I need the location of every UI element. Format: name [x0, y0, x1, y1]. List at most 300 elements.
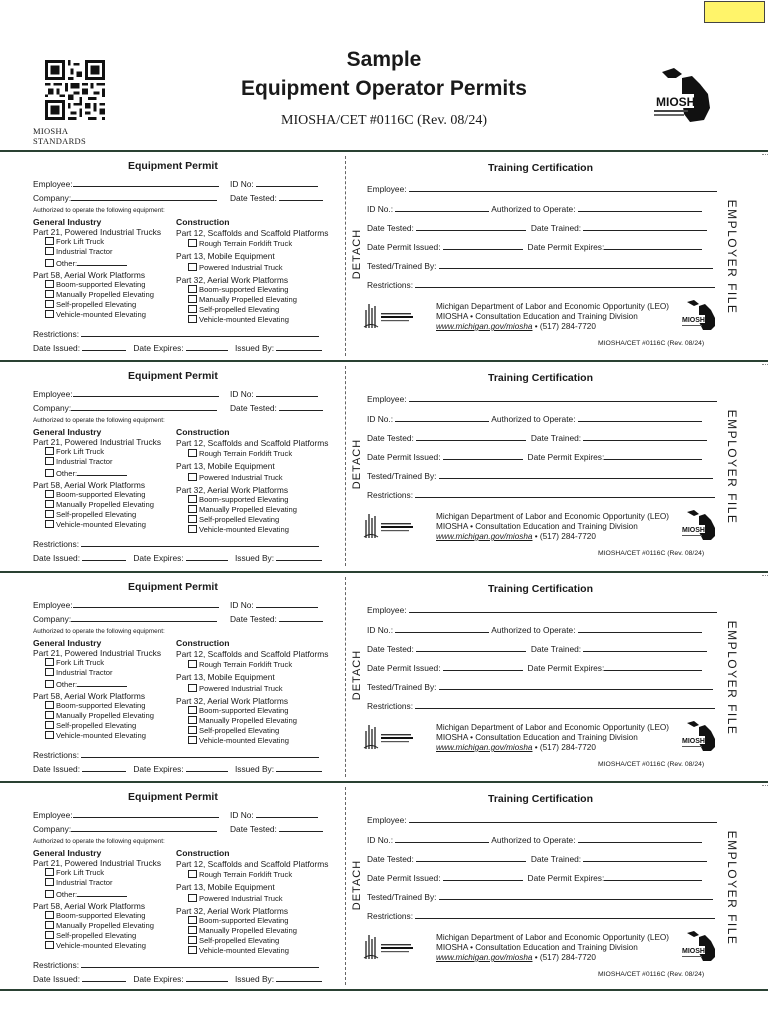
checkbox-row: Manually Propelled Elevating: [45, 500, 154, 509]
miosha-website-link[interactable]: www.michigan.gov/miosha: [436, 322, 533, 331]
checkbox[interactable]: [45, 510, 54, 518]
employee-label: Employee:: [367, 815, 407, 825]
checkbox[interactable]: [45, 878, 54, 886]
company-label: Company:: [33, 403, 72, 413]
miosha-website-link[interactable]: www.michigan.gov/miosha: [436, 743, 533, 752]
date-tested-label: Date Tested:: [230, 403, 277, 413]
id-label: ID No.:: [367, 835, 394, 845]
restrictions-field[interactable]: [81, 959, 319, 968]
checkbox-row: Powered Industrial Truck: [188, 894, 283, 903]
permit-card-4: [0, 781, 768, 991]
issued-by-field[interactable]: [276, 552, 322, 561]
checkbox-row: Boom-supported Elevating: [45, 490, 146, 499]
date-trained-label: Date Trained:: [530, 223, 582, 233]
employee-field[interactable]: [409, 393, 717, 402]
phone-number: • (517) 284-7720: [534, 322, 596, 331]
id-field[interactable]: [395, 834, 489, 843]
detach-label: DETACH: [351, 438, 363, 490]
restrictions-label: Restrictions:: [367, 701, 414, 711]
date-expires-field[interactable]: [186, 552, 228, 561]
date-tested-label: Date Tested:: [367, 223, 414, 233]
company-field[interactable]: [71, 613, 217, 622]
employer-file-label: EMPLOYER FILE: [725, 830, 739, 946]
date-issued-field[interactable]: [443, 872, 523, 881]
restrictions-label: Restrictions:: [367, 911, 414, 921]
date-issued-field[interactable]: [82, 973, 126, 982]
employer-file-label: EMPLOYER FILE: [725, 199, 739, 315]
part13-heading: Part 13, Mobile Equipment: [176, 251, 275, 261]
authorized-field[interactable]: [578, 624, 702, 633]
date-issued-label: Date Permit Issued:: [367, 873, 441, 883]
detach-line: [345, 366, 346, 566]
date-issued-label: Date Issued:: [33, 553, 81, 563]
equipment-permit-heading: Equipment Permit: [128, 160, 218, 172]
checkbox-row: Rough Terrain Forklift Truck: [188, 449, 292, 458]
miosha-website-link[interactable]: www.michigan.gov/miosha: [436, 953, 533, 962]
part12-heading: Part 12, Scaffolds and Scaffold Platforms: [176, 438, 329, 448]
issued-by-field[interactable]: [276, 763, 322, 772]
general-industry-heading: General Industry: [33, 217, 102, 227]
checkbox-row: Vehicle-mounted Elevating: [45, 310, 146, 319]
authorized-field[interactable]: [578, 413, 702, 422]
checkbox-row: Vehicle-mounted Elevating: [188, 315, 289, 324]
employee-field[interactable]: [73, 388, 219, 397]
date-expires-field[interactable]: [186, 973, 228, 982]
part13-heading: Part 13, Mobile Equipment: [176, 882, 275, 892]
detach-line: [345, 577, 346, 777]
leo-logo-icon: [363, 510, 427, 540]
restrictions-label: Restrictions:: [33, 750, 80, 760]
date-trained-field[interactable]: [583, 643, 707, 652]
checkbox[interactable]: [45, 701, 54, 709]
checkbox[interactable]: [188, 525, 197, 533]
checkbox[interactable]: [188, 716, 197, 724]
company-field[interactable]: [71, 192, 217, 201]
other-field[interactable]: [77, 467, 127, 476]
date-issued-label: Date Issued:: [33, 343, 81, 353]
equipment-permit-heading: Equipment Permit: [128, 581, 218, 593]
construction-heading: Construction: [176, 638, 230, 648]
id-field[interactable]: [256, 178, 318, 187]
authorized-label: Authorized to Operate:: [491, 414, 576, 424]
permit-card-2: [0, 360, 768, 570]
restrictions-field[interactable]: [415, 700, 715, 709]
issued-by-field[interactable]: [276, 342, 322, 351]
checkbox-row: Self-propelled Elevating: [188, 515, 279, 524]
checkbox[interactable]: [45, 680, 54, 688]
date-tested-field[interactable]: [416, 853, 526, 862]
checkbox[interactable]: [188, 515, 197, 523]
restrictions-label: Restrictions:: [367, 490, 414, 500]
svg-text:MIOSHA: MIOSHA: [656, 95, 704, 109]
checkbox-row: Self-propelled Elevating: [188, 936, 279, 945]
issued-by-label: Issued By:: [234, 764, 275, 774]
tested-by-label: Tested/Trained By:: [367, 261, 437, 271]
checkbox[interactable]: [188, 926, 197, 934]
checkbox[interactable]: [45, 931, 54, 939]
checkbox[interactable]: [188, 660, 197, 668]
id-label: ID No.:: [367, 414, 394, 424]
checkbox[interactable]: [45, 447, 54, 455]
date-tested-field[interactable]: [279, 402, 323, 411]
id-field[interactable]: [395, 203, 489, 212]
checkbox[interactable]: [188, 894, 197, 902]
checkbox[interactable]: [45, 658, 54, 666]
checkbox[interactable]: [188, 495, 197, 503]
date-expires-field[interactable]: [604, 872, 702, 881]
training-certification: [367, 573, 723, 783]
restrictions-field[interactable]: [81, 328, 319, 337]
part32-heading: Part 32, Aerial Work Platforms: [176, 275, 289, 285]
part58-heading: Part 58, Aerial Work Platforms: [33, 270, 146, 280]
checkbox[interactable]: [45, 490, 54, 498]
equipment-permit: [33, 783, 333, 993]
date-tested-label: Date Tested:: [367, 854, 414, 864]
restrictions-field[interactable]: [415, 910, 715, 919]
date-tested-field[interactable]: [416, 222, 526, 231]
checkbox-row: Boom-supported Elevating: [188, 916, 289, 925]
date-trained-label: Date Trained:: [530, 854, 582, 864]
part12-heading: Part 12, Scaffolds and Scaffold Platforms: [176, 649, 329, 659]
checkbox[interactable]: [188, 263, 197, 271]
checkbox-row: Self-propelled Elevating: [45, 300, 136, 309]
checkbox[interactable]: [45, 911, 54, 919]
checkbox[interactable]: [188, 946, 197, 954]
training-certification: [367, 152, 723, 362]
id-field[interactable]: [395, 413, 489, 422]
date-trained-label: Date Trained:: [530, 433, 582, 443]
checkbox[interactable]: [45, 500, 54, 508]
phone-number: • (517) 284-7720: [534, 743, 596, 752]
date-expires-label: Date Expires:: [133, 764, 184, 774]
date-issued-field[interactable]: [443, 451, 523, 460]
company-label: Company:: [33, 824, 72, 834]
checkbox-row: Vehicle-mounted Elevating: [45, 731, 146, 740]
employee-label: Employee:: [367, 184, 407, 194]
checkbox-row: Manually Propelled Elevating: [45, 290, 154, 299]
checkbox[interactable]: [188, 285, 197, 293]
detach-line: [345, 156, 346, 356]
checkbox[interactable]: [45, 941, 54, 949]
date-tested-field[interactable]: [279, 823, 323, 832]
dept-line-2: MIOSHA • Consultation Education and Training Division: [436, 943, 638, 952]
date-issued-field[interactable]: [82, 763, 126, 772]
checkbox[interactable]: [188, 449, 197, 457]
checkbox-row: Powered Industrial Truck: [188, 473, 283, 482]
miosha-small-logo-icon: [681, 719, 719, 753]
checkbox[interactable]: [188, 505, 197, 513]
date-issued-field[interactable]: [82, 552, 126, 561]
part32-heading: Part 32, Aerial Work Platforms: [176, 485, 289, 495]
checkbox[interactable]: [188, 726, 197, 734]
employee-field[interactable]: [73, 809, 219, 818]
date-issued-field[interactable]: [443, 662, 523, 671]
checkbox[interactable]: [45, 868, 54, 876]
checkbox[interactable]: [45, 711, 54, 719]
checkbox[interactable]: [45, 310, 54, 318]
form-code: MIOSHA/CET #0116C (Rev. 08/24): [281, 113, 487, 128]
checkbox[interactable]: [45, 890, 54, 898]
permit-card-3: [0, 571, 768, 781]
restrictions-field[interactable]: [415, 279, 715, 288]
checkbox-row: Rough Terrain Forklift Truck: [188, 660, 292, 669]
checkbox-row: Industrial Tractor: [45, 878, 113, 887]
id-label: ID No:: [230, 810, 254, 820]
date-issued-field[interactable]: [443, 241, 523, 250]
checkbox[interactable]: [188, 916, 197, 924]
part58-heading: Part 58, Aerial Work Platforms: [33, 691, 146, 701]
miosha-small-logo-icon: [681, 508, 719, 542]
employee-field[interactable]: [73, 599, 219, 608]
issued-by-field[interactable]: [276, 973, 322, 982]
checkbox-row: Industrial Tractor: [45, 668, 113, 677]
employee-field[interactable]: [409, 183, 717, 192]
general-industry-heading: General Industry: [33, 638, 102, 648]
employee-label: Employee:: [367, 605, 407, 615]
restrictions-label: Restrictions:: [367, 280, 414, 290]
checkbox[interactable]: [188, 936, 197, 944]
authorized-note: Authorized to operate the following equipment:: [33, 207, 165, 214]
page-title: Equipment Operator Permits: [241, 77, 527, 100]
checkbox[interactable]: [188, 239, 197, 247]
date-expires-field[interactable]: [604, 451, 702, 460]
part12-heading: Part 12, Scaffolds and Scaffold Platforms: [176, 228, 329, 238]
checkbox-row: Boom-supported Elevating: [45, 701, 146, 710]
construction-heading: Construction: [176, 427, 230, 437]
tested-by-field[interactable]: [439, 470, 713, 479]
date-expires-field[interactable]: [186, 763, 228, 772]
checkbox-row: Powered Industrial Truck: [188, 263, 283, 272]
date-issued-label: Date Issued:: [33, 974, 81, 984]
svg-text:MIOSHA: MIOSHA: [682, 317, 710, 324]
date-expires-label: Date Expires:: [133, 343, 184, 353]
checkbox[interactable]: [188, 706, 197, 714]
svg-text:MIOSHA: MIOSHA: [682, 948, 710, 955]
phone-number: • (517) 284-7720: [534, 532, 596, 541]
training-cert-heading: Training Certification: [488, 372, 594, 384]
general-industry-heading: General Industry: [33, 848, 102, 858]
phone-number: • (517) 284-7720: [534, 953, 596, 962]
employee-field[interactable]: [409, 814, 717, 823]
authorized-label: Authorized to Operate:: [491, 204, 576, 214]
authorized-note: Authorized to operate the following equipment:: [33, 417, 165, 424]
issued-by-label: Issued By:: [234, 974, 275, 984]
date-expires-field[interactable]: [604, 241, 702, 250]
dept-line-1: Michigan Department of Labor and Economic Opportunity (LEO): [436, 302, 670, 311]
checkbox-row: Rough Terrain Forklift Truck: [188, 870, 292, 879]
date-trained-field[interactable]: [583, 853, 707, 862]
dept-line-1: Michigan Department of Labor and Economic Opportunity (LEO): [436, 512, 670, 521]
part21-heading: Part 21, Powered Industrial Trucks: [33, 858, 162, 868]
checkbox-row: Industrial Tractor: [45, 247, 113, 256]
restrictions-field[interactable]: [81, 749, 319, 758]
yellow-corner-tab: [704, 1, 765, 23]
checkbox-row: Vehicle-mounted Elevating: [45, 941, 146, 950]
date-issued-label: Date Permit Issued:: [367, 242, 441, 252]
date-trained-field[interactable]: [583, 222, 707, 231]
date-tested-field[interactable]: [279, 613, 323, 622]
checkbox-row: Self-propelled Elevating: [45, 931, 136, 940]
training-cert-heading: Training Certification: [488, 793, 594, 805]
id-label: ID No:: [230, 600, 254, 610]
employee-field[interactable]: [73, 178, 219, 187]
id-field[interactable]: [256, 599, 318, 608]
tested-by-field[interactable]: [439, 681, 713, 690]
training-cert-heading: Training Certification: [488, 162, 594, 174]
other-field[interactable]: [77, 678, 127, 687]
equipment-permit-heading: Equipment Permit: [128, 370, 218, 382]
leo-logo-icon: [363, 931, 427, 961]
training-form-code: MIOSHA/CET #0116C (Rev. 08/24): [598, 340, 705, 347]
checkbox[interactable]: [188, 870, 197, 878]
checkbox[interactable]: [188, 315, 197, 323]
part32-heading: Part 32, Aerial Work Platforms: [176, 696, 289, 706]
company-label: Company:: [33, 614, 72, 624]
authorized-field[interactable]: [578, 203, 702, 212]
authorized-field[interactable]: [578, 834, 702, 843]
id-field[interactable]: [256, 388, 318, 397]
checkbox[interactable]: [188, 295, 197, 303]
checkbox[interactable]: [45, 457, 54, 465]
checkbox[interactable]: [188, 736, 197, 744]
part12-heading: Part 12, Scaffolds and Scaffold Platforms: [176, 859, 329, 869]
detach-label: DETACH: [351, 859, 363, 911]
checkbox-row: Vehicle-mounted Elevating: [188, 736, 289, 745]
svg-text:MIOSHA: MIOSHA: [682, 527, 710, 534]
date-tested-label: Date Tested:: [367, 433, 414, 443]
restrictions-field[interactable]: [415, 489, 715, 498]
checkbox-row: Self-propelled Elevating: [45, 510, 136, 519]
date-trained-label: Date Trained:: [530, 644, 582, 654]
authorized-label: Authorized to Operate:: [491, 625, 576, 635]
checkbox[interactable]: [45, 721, 54, 729]
date-tested-field[interactable]: [416, 432, 526, 441]
checkbox[interactable]: [188, 684, 197, 692]
other-field[interactable]: [77, 888, 127, 897]
restrictions-label: Restrictions:: [33, 539, 80, 549]
checkbox[interactable]: [188, 473, 197, 481]
tested-by-field[interactable]: [439, 260, 713, 269]
checkbox-row: Other:: [45, 467, 127, 478]
date-issued-field[interactable]: [82, 342, 126, 351]
id-label: ID No.:: [367, 625, 394, 635]
tested-by-field[interactable]: [439, 891, 713, 900]
company-label: Company:: [33, 193, 72, 203]
dept-line-2: MIOSHA • Consultation Education and Training Division: [436, 733, 638, 742]
checkbox-row: Powered Industrial Truck: [188, 684, 283, 693]
date-issued-label: Date Permit Issued:: [367, 452, 441, 462]
id-label: ID No.:: [367, 204, 394, 214]
employee-label: Employee:: [367, 394, 407, 404]
detach-label: DETACH: [351, 649, 363, 701]
checkbox-row: Boom-supported Elevating: [45, 911, 146, 920]
checkbox-row: Manually Propelled Elevating: [188, 926, 297, 935]
page-title-sample: Sample: [346, 48, 422, 71]
date-expires-field[interactable]: [604, 662, 702, 671]
training-form-code: MIOSHA/CET #0116C (Rev. 08/24): [598, 761, 705, 768]
employee-field[interactable]: [409, 604, 717, 613]
date-expires-label: Date Expires:: [133, 974, 184, 984]
id-field[interactable]: [395, 624, 489, 633]
miosha-small-logo-icon: [681, 929, 719, 963]
equipment-permit: [33, 573, 333, 783]
permit-card-1: [0, 150, 768, 360]
date-tested-label: Date Tested:: [230, 193, 277, 203]
checkbox-row: Fork Lift Truck: [45, 658, 104, 667]
checkbox-row: Other:: [45, 678, 127, 689]
checkbox-row: Boom-supported Elevating: [188, 495, 289, 504]
other-field[interactable]: [77, 257, 127, 266]
training-form-code: MIOSHA/CET #0116C (Rev. 08/24): [598, 550, 705, 557]
dept-line-2: MIOSHA • Consultation Education and Training Division: [436, 312, 638, 321]
restrictions-label: Restrictions:: [33, 329, 80, 339]
checkbox[interactable]: [45, 668, 54, 676]
date-tested-field[interactable]: [416, 643, 526, 652]
checkbox[interactable]: [45, 300, 54, 308]
checkbox-row: Vehicle-mounted Elevating: [45, 520, 146, 529]
date-issued-label: Date Permit Issued:: [367, 663, 441, 673]
id-label: ID No:: [230, 179, 254, 189]
checkbox-row: Other:: [45, 257, 127, 268]
checkbox[interactable]: [45, 247, 54, 255]
miosha-michigan-logo-icon: [652, 64, 716, 126]
date-expires-label: Date Permit Expires:: [527, 873, 605, 883]
company-field[interactable]: [71, 402, 217, 411]
checkbox-row: Vehicle-mounted Elevating: [188, 525, 289, 534]
date-tested-label: Date Tested:: [230, 824, 277, 834]
miosha-website-link[interactable]: www.michigan.gov/miosha: [436, 532, 533, 541]
checkbox[interactable]: [45, 921, 54, 929]
date-trained-field[interactable]: [583, 432, 707, 441]
checkbox[interactable]: [45, 520, 54, 528]
date-tested-field[interactable]: [279, 192, 323, 201]
checkbox[interactable]: [45, 259, 54, 267]
checkbox[interactable]: [45, 469, 54, 477]
checkbox-row: Rough Terrain Forklift Truck: [188, 239, 292, 248]
detach-line: [345, 787, 346, 985]
checkbox[interactable]: [188, 305, 197, 313]
checkbox-row: Other:: [45, 888, 127, 899]
miosha-small-logo-icon: [681, 298, 719, 332]
leo-logo-icon: [363, 300, 427, 330]
checkbox-row: Vehicle-mounted Elevating: [188, 946, 289, 955]
checkbox[interactable]: [45, 237, 54, 245]
checkbox-row: Fork Lift Truck: [45, 237, 104, 246]
id-field[interactable]: [256, 809, 318, 818]
date-expires-label: Date Permit Expires:: [527, 452, 605, 462]
checkbox-row: Boom-supported Elevating: [188, 285, 289, 294]
employer-file-label: EMPLOYER FILE: [725, 620, 739, 736]
issued-by-label: Issued By:: [234, 553, 275, 563]
checkbox-row: Boom-supported Elevating: [45, 280, 146, 289]
checkbox-row: Manually Propelled Elevating: [188, 716, 297, 725]
checkbox-row: Self-propelled Elevating: [45, 721, 136, 730]
restrictions-label: Restrictions:: [33, 960, 80, 970]
company-field[interactable]: [71, 823, 217, 832]
date-issued-label: Date Issued:: [33, 764, 81, 774]
authorized-note: Authorized to operate the following equipment:: [33, 628, 165, 635]
checkbox[interactable]: [45, 731, 54, 739]
checkbox-row: Self-propelled Elevating: [188, 305, 279, 314]
checkbox[interactable]: [45, 290, 54, 298]
id-label: ID No:: [230, 389, 254, 399]
training-cert-heading: Training Certification: [488, 583, 594, 595]
checkbox[interactable]: [45, 280, 54, 288]
restrictions-field[interactable]: [81, 538, 319, 547]
checkbox-row: Industrial Tractor: [45, 457, 113, 466]
date-expires-field[interactable]: [186, 342, 228, 351]
tested-by-label: Tested/Trained By:: [367, 892, 437, 902]
